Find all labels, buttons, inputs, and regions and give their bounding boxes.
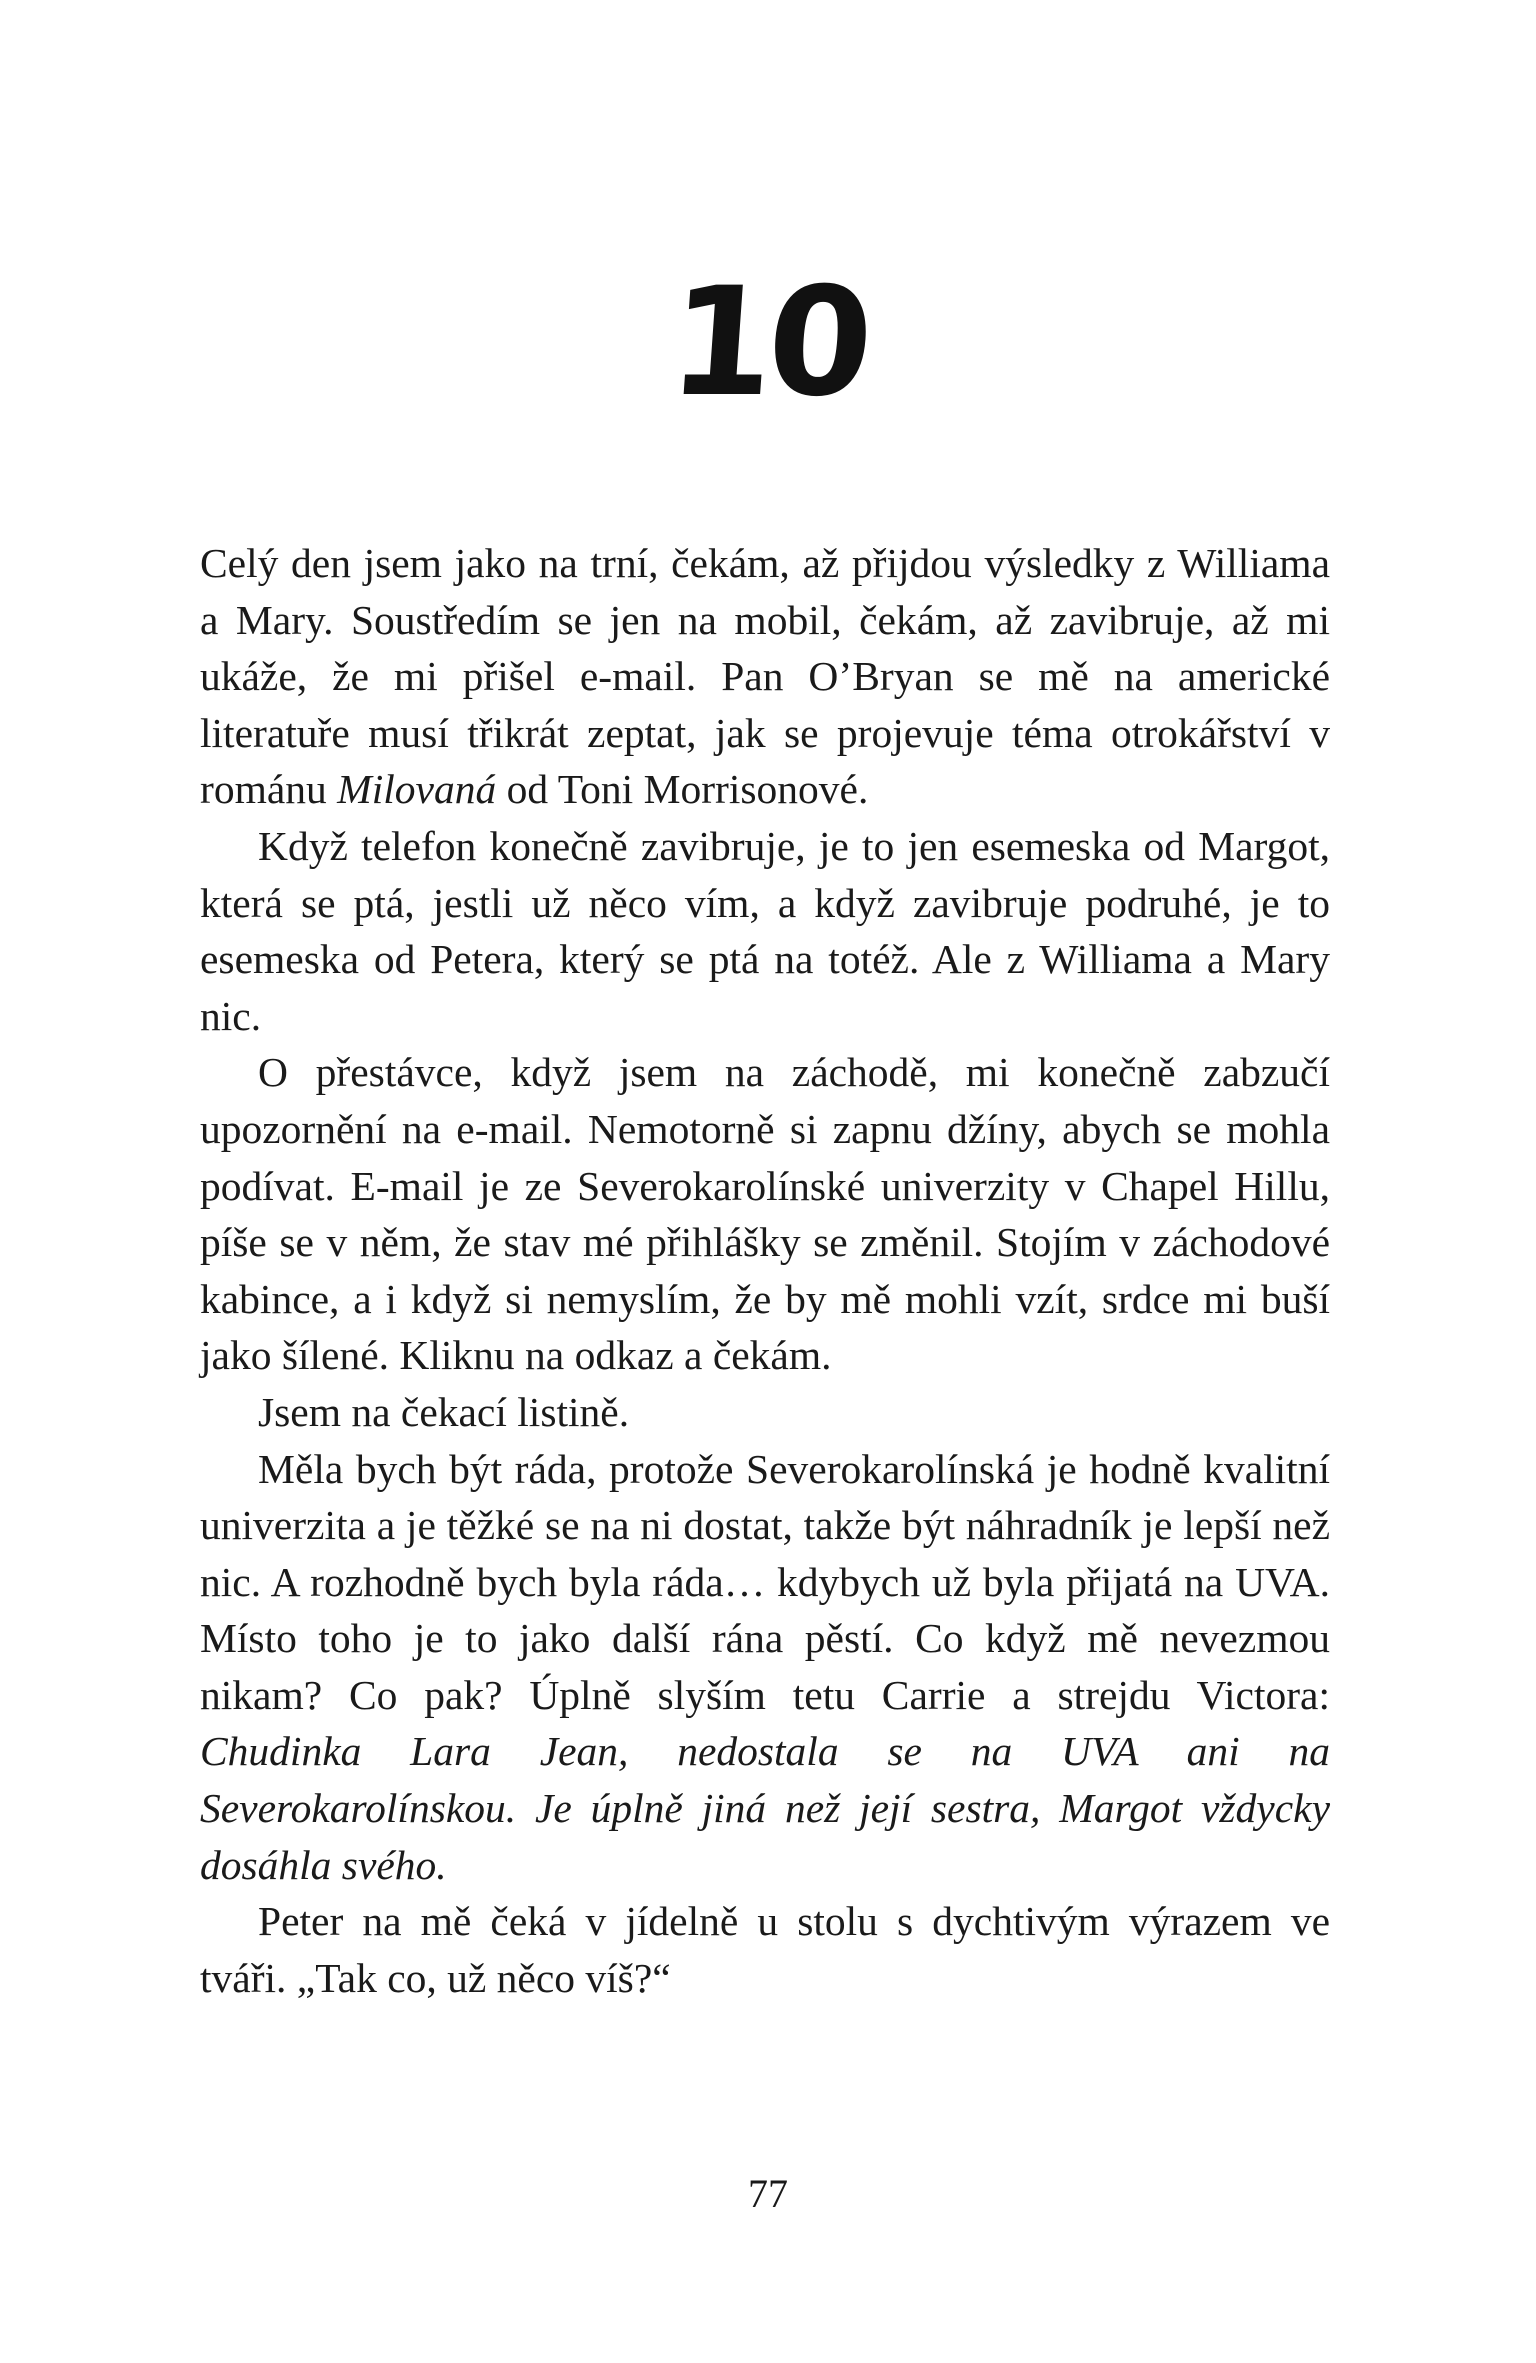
paragraph — [200, 535, 1330, 818]
paragraph — [200, 818, 1330, 1044]
italic-thought: Chudinka Lara Jean, nedostala se na UVA ani na Severokarolínskou. Je úplně jiná než její sestra, Margot vždycky dosáhla svého. — [200, 1728, 1330, 1888]
text-segment: Jsem na čekací listině. — [258, 1388, 630, 1435]
text-segment: O přestávce, když jsem na záchodě, mi konečně zabzučí upozornění na e-mail. Nemotorně si zapnu džíny, abych se mohla podívat. E-mail je ze Severokarolínské univerzity v Chapel Hillu, píše se v něm, že stav mé přihlášky se změnil. Stojím v záchodové kabince, a i když si nemyslím, že by mě mohli vzít, srdce mi buší jako šílené. Kliknu na odkaz a čekám. — [200, 1049, 1330, 1379]
text-segment: od Toni Morrisonové. — [496, 766, 869, 813]
text-segment: Měla bych být ráda, protože Severokarolínská je hodně kvalitní univerzita a je těžké se na ni dostat, takže být náhradník je lepší než nic. A rozhodně bych byla ráda… kdybych už byla přijatá na UVA. Místo toho je to jako další rána pěstí. Co když mě nevezmou nikam? Co pak? Úplně slyším tetu Carrie a strejdu Victora: — [200, 1445, 1330, 1718]
book-title-italic: Milovaná — [337, 766, 497, 813]
page-number: 77 — [748, 2171, 788, 2216]
chapter-number: 10 — [663, 256, 873, 430]
text-segment: Peter na mě čeká v jídelně u stolu s dychtivým výrazem ve tváři. „Tak co, už něco víš?“ — [200, 1898, 1330, 2001]
paragraph — [200, 1441, 1330, 1894]
paragraph — [200, 1384, 1330, 1441]
text-segment: Celý den jsem jako na trní, čekám, až přijdou výsledky z Williama a Mary. Soustředím se jen na mobil, čekám, až zavibruje, až mi ukáže, že mi přišel e-mail. Pan O’Bryan se mě na americké literatuře musí třikrát zeptat, jak se projevuje téma otrokářství v románu — [200, 540, 1330, 813]
paragraph — [200, 1893, 1330, 2006]
chapter-body — [200, 535, 1330, 2006]
text-segment: Když telefon konečně zavibruje, je to jen esemeska od Margot, která se ptá, jestli už něco vím, a když zavibruje podruhé, je to esemeska od Petera, který se ptá na totéž. Ale z Williama a Mary nic. — [200, 822, 1330, 1039]
paragraph — [200, 1044, 1330, 1384]
